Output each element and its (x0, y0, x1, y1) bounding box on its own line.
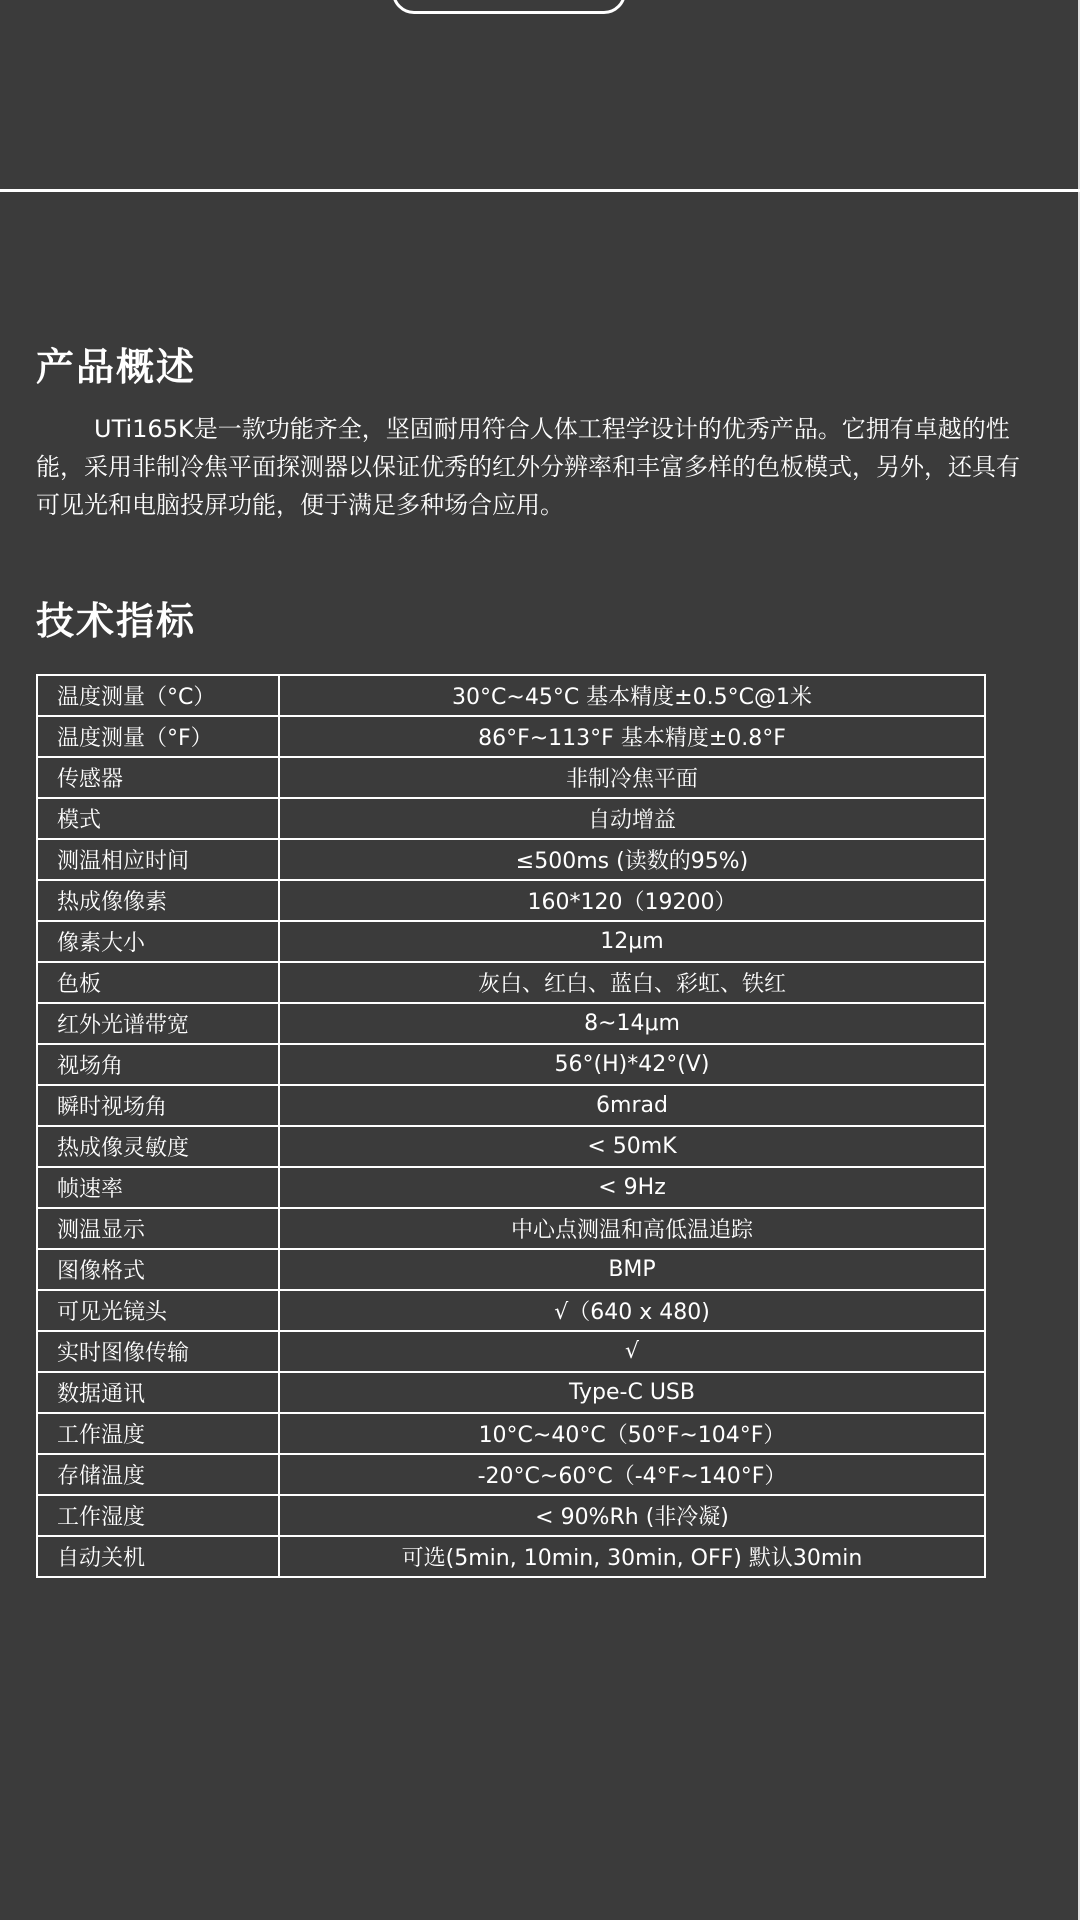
table-row (37, 1085, 985, 1126)
spec-label: 测温显示 (37, 1208, 279, 1249)
spec-value: 可选(5min, 10min, 30min, OFF) 默认30min (279, 1536, 985, 1577)
table-row (37, 839, 985, 880)
table-row (37, 1208, 985, 1249)
spec-value: 160*120（19200） (279, 880, 985, 921)
spec-value: BMP (279, 1249, 985, 1290)
spec-label: 自动关机 (37, 1536, 279, 1577)
specs-heading: 技术指标 (36, 599, 197, 643)
spec-label: 工作温度 (37, 1413, 279, 1454)
table-row (37, 962, 985, 1003)
table-row (37, 675, 985, 716)
spec-label: 色板 (37, 962, 279, 1003)
table-row (37, 1003, 985, 1044)
table-row (37, 1331, 985, 1372)
spec-value: 非制冷焦平面 (279, 757, 985, 798)
overview-paragraph: UTi165K是一款功能齐全，坚固耐用符合人体工程学设计的优秀产品。它拥有卓越的性能，采用非制冷焦平面探测器以保证优秀的红外分辨率和丰富多样的色板模式，另外，还具有可见光和电脑投屏功能，便于满足多种场合应用。 (36, 415, 1020, 519)
spec-value: 自动增益 (279, 798, 985, 839)
specs-table (36, 674, 986, 1578)
spec-value: 56°(H)*42°(V) (279, 1044, 985, 1085)
table-row (37, 1167, 985, 1208)
table-row (37, 716, 985, 757)
spec-label: 存储温度 (37, 1454, 279, 1495)
spec-label: 温度测量（°F） (37, 716, 279, 757)
spec-value: 86°F~113°F 基本精度±0.8°F (279, 716, 985, 757)
table-row (37, 1536, 985, 1577)
table-row (37, 1249, 985, 1290)
table-row (37, 921, 985, 962)
spec-label: 热成像灵敏度 (37, 1126, 279, 1167)
spec-value: 30°C~45°C 基本精度±0.5°C@1米 (279, 675, 985, 716)
table-row (37, 1495, 985, 1536)
top-button-outline[interactable] (392, 0, 626, 14)
table-row (37, 1290, 985, 1331)
spec-value: 12μm (279, 921, 985, 962)
spec-label: 数据通讯 (37, 1372, 279, 1413)
spec-label: 视场角 (37, 1044, 279, 1085)
spec-value: Type-C USB (279, 1372, 985, 1413)
spec-label: 测温相应时间 (37, 839, 279, 880)
spec-label: 像素大小 (37, 921, 279, 962)
table-row (37, 798, 985, 839)
spec-value: < 50mK (279, 1126, 985, 1167)
table-row (37, 880, 985, 921)
section-divider (0, 189, 1080, 192)
spec-label: 红外光谱带宽 (37, 1003, 279, 1044)
spec-value: √ (279, 1331, 985, 1372)
spec-value: < 9Hz (279, 1167, 985, 1208)
spec-value: -20°C~60°C（-4°F~140°F） (279, 1454, 985, 1495)
spec-label: 瞬时视场角 (37, 1085, 279, 1126)
spec-label: 温度测量（°C） (37, 675, 279, 716)
spec-label: 模式 (37, 798, 279, 839)
spec-value: √（640 x 480) (279, 1290, 985, 1331)
table-row (37, 1413, 985, 1454)
table-row (37, 1454, 985, 1495)
spec-label: 传感器 (37, 757, 279, 798)
table-row (37, 1044, 985, 1085)
spec-label: 实时图像传输 (37, 1331, 279, 1372)
spec-label: 工作湿度 (37, 1495, 279, 1536)
table-row (37, 1126, 985, 1167)
spec-value: 8~14μm (279, 1003, 985, 1044)
spec-label: 可见光镜头 (37, 1290, 279, 1331)
spec-value: 6mrad (279, 1085, 985, 1126)
spec-label: 图像格式 (37, 1249, 279, 1290)
table-row (37, 757, 985, 798)
table-row (37, 1372, 985, 1413)
spec-value: < 90%Rh (非冷凝) (279, 1495, 985, 1536)
spec-value: 灰白、红白、蓝白、彩虹、铁红 (279, 962, 985, 1003)
spec-value: 10°C~40°C（50°F~104°F） (279, 1413, 985, 1454)
overview-heading: 产品概述 (36, 345, 197, 389)
spec-label: 热成像像素 (37, 880, 279, 921)
spec-label: 帧速率 (37, 1167, 279, 1208)
spec-value: ≤500ms (读数的95%) (279, 839, 985, 880)
spec-value: 中心点测温和高低温追踪 (279, 1208, 985, 1249)
